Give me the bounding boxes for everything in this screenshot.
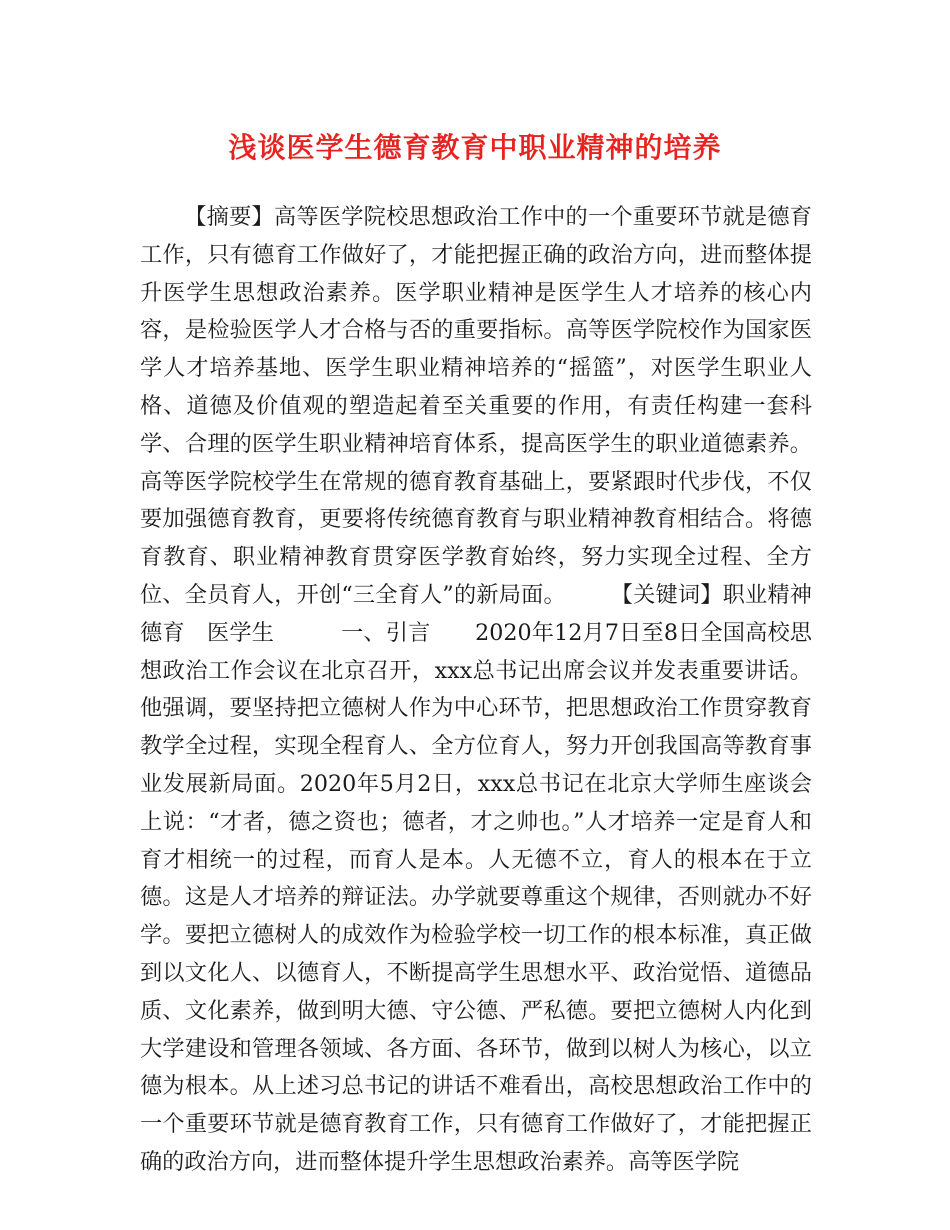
document-body	[140, 199, 835, 1182]
document-title: 浅谈医学生德育教育中职业精神的培养	[228, 131, 722, 164]
document-body-text: 【摘要】高等医学院校思想政治工作中的一个重要环节就是德育工作，只有德育工作做好了，才能把握正确的政治方向，进而整体提升医学生思想政治素养。医学职业精神是医学生人才培养的核心内容，是检验医学人才合格与否的重要指标。高等医学院校作为国家医学人才培养基地、医学生职业精神培养的“摇篮”，对医学生职业人格、道德及价值观的塑造起着至关重要的作用，有责任构建一套科学、合理的医学生职业精神培育体系，提高医学生的职业道德素养。高等医学院校学生在常规的德育教育基础上，要紧跟时代步伐，不仅要加强德育教育，更要将传统德育教育与职业精神教育相结合。将德育教育、职业精神教育贯穿医学教育始终，努力实现全过程、全方位、全员育人，开创“三全育人”的新局面。 【关键词】职业精神 德育 医学生 一、引言 2020年12月7日至8日全国高校思想政治工作会议在北京召开，xxx总书记出席会议并发表重要讲话。他强调，要坚持把立德树人作为中心环节，把思想政治工作贯穿教育教学全过程，实现全程育人、全方位育人，努力开创我国高等教育事业发展新局面。2020年5月2日，xxx总书记在北京大学师生座谈会上说：“才者，德之资也；德者，才之帅也。”人才培养一定是育人和育才相统一的过程，而育人是本。人无德不立，育人的根本在于立德。这是人才培养的辩证法。办学就要尊重这个规律，否则就办不好学。要把立德树人的成效作为检验学校一切工作的根本标准，真正做到以文化人、以德育人，不断提高学生思想水平、政治觉悟、道德品质、文化素养，做到明大德、守公德、严私德。要把立德树人内化到大学建设和管理各领域、各方面、各环节，做到以树人为核心，以立德为根本。从上述习总书记的讲话不难看出，高校思想政治工作中的一个重要环节就是德育教育工作，只有德育工作做好了，才能把握正确的政治方向，进而整体提升学生思想政治素养。高等医学院	[140, 204, 835, 1175]
